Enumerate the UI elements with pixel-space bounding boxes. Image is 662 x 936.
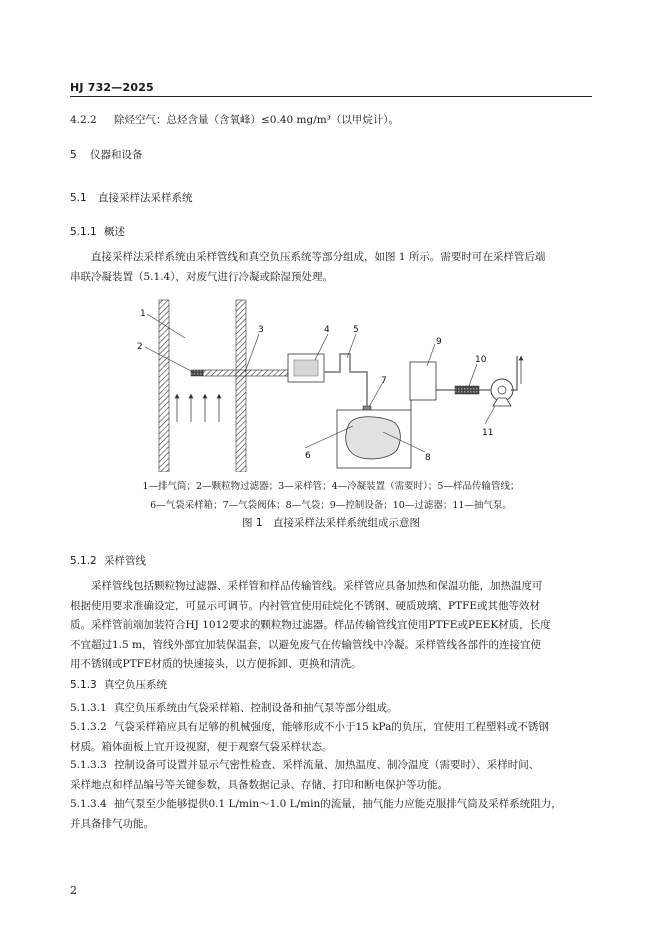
paragraph-line: 不宜超过1.5 m，管线外部宜加装保温套，以避免废气在传输管线中冷凝。采样管线各部件的连接宜使 [70,638,541,651]
section-number: 5.1.3 [70,679,97,691]
particulate-filter [191,370,203,376]
clause-text: 材质。箱体面板上宜开设视窗，便于观察气袋采样状态。 [70,740,333,753]
section-title: 概述 [104,226,125,238]
label-5: 5 [353,325,359,335]
section-number: 5.1 [70,192,87,204]
label-4: 4 [324,325,330,335]
section-number: 5 [70,149,77,161]
clause-text: 除烃空气：总烃含量（含氧峰）≤0.40 mg/m³（以甲烷计）。 [114,114,400,126]
paragraph-line: 直接采样法采样系统由采样管线和真空负压系统等部分组成，如图 1 所示。需要时可在采样管后端 [91,251,546,263]
clause-text: 抽气泵至少能够提供0.1 L/min～1.0 L/min的流量，抽气能力应能克服排气筒及采样系统阻力， [114,798,562,810]
clause-text: 采样地点和样品编号等关键参数，具备数据记录、存储、打印和断电保护等功能。 [70,778,448,791]
label-1: 1 [140,309,146,319]
label-3: 3 [258,325,264,335]
figure-legend-line-2: 6—气袋采样箱；7—气袋阀体；8—气袋；9—控制设备；10—过滤器；11—抽气泵。 [150,500,512,511]
section-number: 5.1.2 [70,555,97,567]
label-7: 7 [381,376,387,386]
sampling-line-paragraph [70,577,592,675]
label-8: 8 [425,453,431,463]
stack-right-wall [236,300,246,472]
paragraph-line: 质。采样管前端加装符合HJ 1012要求的颗粒物过滤器。样品传输管线宜使用PTFE或PEEK材质，长度 [70,619,551,631]
section-5-1-3-heading [70,677,167,693]
clause-text: 真空负压系统由气袋采样箱、控制设备和抽气泵等部分组成。 [114,702,398,714]
figure-legend-line-1: 1—排气筒；2—颗粒物过滤器；3—采样管；4—冷凝装置（需要时）；5—样品传输管线； [142,481,520,492]
label-9: 9 [436,337,442,347]
label-6: 6 [305,451,311,461]
leader-lines [145,314,495,452]
clause-5-1-3-4 [70,795,592,834]
document-code: HJ 732—2025 [70,81,154,94]
clause-number: 4.2.2 [70,114,97,126]
paragraph-line: 串联冷凝装置（5.1.4），对废气进行冷凝或除湿预处理。 [70,270,333,283]
sampling-system-diagram [125,292,545,472]
header-rule [70,96,592,97]
clause-number: 5.1.3.3 [70,759,107,771]
paragraph-line: 根据使用要求准确设定，可显示可调节。内衬管宜使用硅烷化不锈钢、硬质玻璃、PTFE或其他等效材 [70,599,541,612]
overview-paragraph [70,248,592,287]
section-5-1-1-heading [70,224,125,240]
section-title: 真空负压系统 [104,679,167,691]
label-2: 2 [137,342,143,352]
paragraph-line: 用不锈钢或PTFE材质的快速接头，以方便拆卸、更换和清洗。 [70,658,362,670]
figure-title: 图 1 直接采样法采样系统组成示意图 [241,517,421,529]
clause-number: 5.1.3.1 [70,702,107,714]
clause-number: 5.1.3.2 [70,721,107,733]
clause-text: 气袋采样箱应具有足够的机械强度，能够形成不小于15 kPa的负压，宜使用工程塑料或不锈钢 [114,721,549,733]
sample-transfer-line [324,354,367,408]
clause-5-1-3-1 [70,699,592,719]
stack-left-wall [159,300,169,472]
label-11: 11 [482,428,494,438]
filter [455,386,479,394]
section-title: 采样管线 [104,555,146,567]
label-10: 10 [475,355,487,365]
clause-4-2-2 [70,112,399,128]
section-5-heading [70,147,143,163]
clause-text: 并具备排气功能。 [70,817,154,830]
control-device [410,362,436,400]
section-title: 仪器和设备 [90,149,143,161]
gas-bag [346,417,401,459]
section-number: 5.1.1 [70,226,97,238]
paragraph-line: 采样管线包括颗粒物过滤器、采样管和样品传输管线。采样管应具备加热和保温功能，加热温度可 [91,580,543,592]
section-title: 直接采样法采样系统 [98,192,193,204]
clause-text: 控制设备可设置并显示气密性检查、采样流量、加热温度、制冷温度（需要时）、采样时间、 [114,759,540,771]
gas-flow-arrows [177,396,219,422]
clause-5-1-3-2 [70,718,592,757]
section-5-1-heading [70,190,193,206]
clause-number: 5.1.3.4 [70,798,107,810]
section-5-1-2-heading [70,553,146,569]
page-number: 2 [70,884,77,897]
clause-5-1-3-3 [70,756,592,795]
